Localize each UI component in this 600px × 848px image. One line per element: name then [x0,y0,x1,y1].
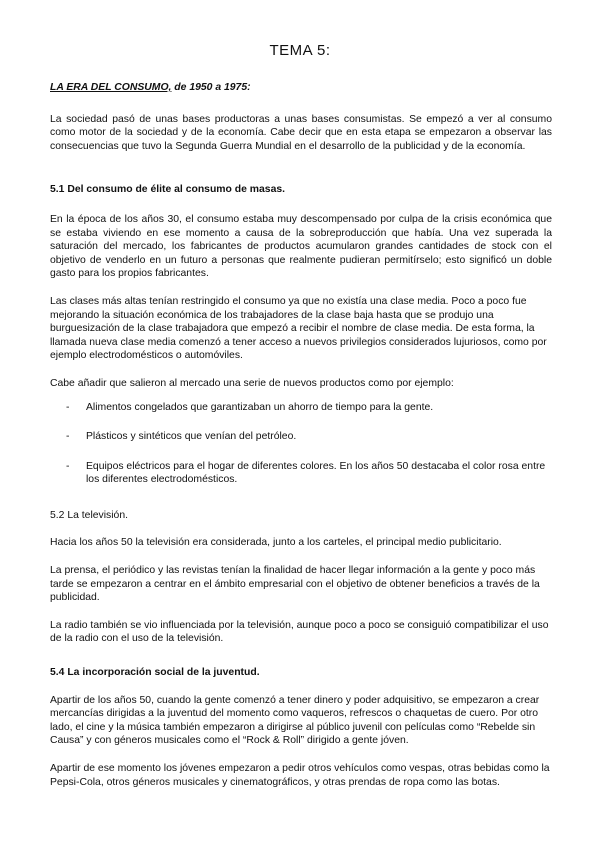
paragraph: Las clases más altas tenían restringido el consumo ya que no existía una clase media. Poco a poco fue mejorando la situación económica de los trabajadores de la clase baja hasta que se produjo una burguesización de la clase trabajadora que empezó a recibir el nombre de clase media. De esta forma, la llamada nueva clase media comenzó a tener acceso a nuevos privilegios considerados lujuriosos, como por ejemplo electrodomésticos o automóviles. [50,295,547,362]
page-title: TEMA 5: [269,42,331,59]
section-heading-5-1: 5.1 Del consumo de élite al consumo de masas. [50,184,286,196]
list-item [50,430,552,444]
intro-paragraph: La sociedad pasó de unas bases productoras a unas bases consumistas. Se empezó a ver al consumo como motor de la sociedad y de la economía. Cabe decir que en esta etapa se empezaron a observar las consecuencias que tuvo la Segunda Guerra Mundial en el desarrollo de la publicidad y de la economía. [50,113,552,152]
list-item-text: Equipos eléctricos para el hogar de diferentes colores. En los años 50 destacaba el color rosa entre los diferentes electrodomésticos. [86,460,546,486]
list-item-text: Alimentos congelados que garantizaban un ahorro de tiempo para la gente. [86,401,434,413]
era-subtitle-rest: de 1950 a 1975: [171,82,251,93]
list-dash: - [66,431,70,443]
paragraph: En la época de los años 30, el consumo estaba muy descompensado por culpa de la crisis económica que se estaba viviendo en ese momento a causa de la sobreproducción que había. Una vez superada la saturación del mercado, los fabricantes de productos acumularon grandes cantidades de stock con el objetivo de venderlo en un futuro a personas que realmente pudieran permitírselo; esto significó un doble gasto para los propios fabricantes. [50,213,552,280]
paragraph: Apartir de los años 50, cuando la gente comenzó a tener dinero y poder adquisitivo, se empezaron a crear mercancías dirigidas a la juventud del momento como vaqueros, refrescos o chaquetas de cuero. Por otro lado, el cine y la música también empezaron a dirigirse al público juvenil con películas como “Rebelde sin Causa” y con géneros musicales como el “Rock & Roll” dirigido a gente jóven. [50,694,540,747]
paragraph: Apartir de ese momento los jóvenes empezaron a pedir otros vehículos como vespas, otras bebidas como la Pepsi-Cola, otros géneros musicales y cinematográficos, y otras prendas de ropa como las botas. [50,763,550,788]
era-subtitle [50,81,552,95]
paragraph: La radio también se vio influenciada por la televisión, aunque poco a poco se consiguió compatibilizar el uso de la radio con el uso de la televisión. [50,619,549,645]
era-subtitle-underlined: LA ERA DEL CONSUMO, [50,82,172,93]
list-item [50,401,552,415]
document-body [50,81,552,789]
list-item [50,460,552,487]
paragraph: Hacia los años 50 la televisión era considerada, junto a los carteles, el principal medio publicitario. [50,537,502,549]
list-item-text: Plásticos y sintéticos que venían del petróleo. [86,431,297,443]
list-dash: - [66,401,70,413]
product-list [50,401,552,487]
paragraph: Cabe añadir que salieron al mercado una serie de nuevos productos como por ejemplo: [50,377,454,389]
section-heading-5-2: 5.2 La televisión. [50,509,128,521]
paragraph: La prensa, el periódico y las revistas tenían la finalidad de hacer llegar información a la gente y poco más tarde se empezaron a centrar en el ámbito empresarial con el objetivo de obtener beneficios a través de la publicidad. [50,565,540,604]
section-heading-5-4: 5.4 La incorporación social de la juventud. [50,667,260,679]
list-dash: - [66,460,70,472]
